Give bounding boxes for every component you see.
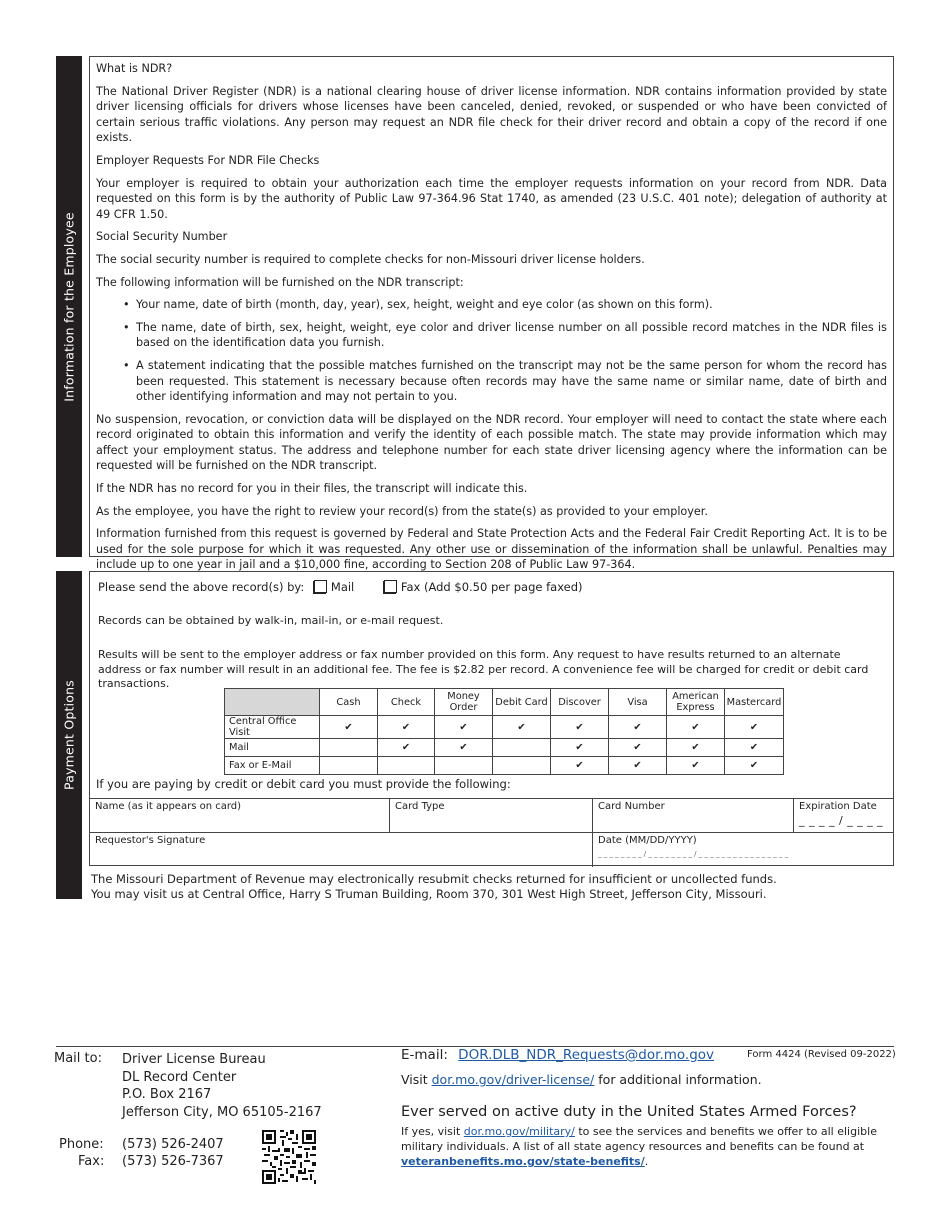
- armed-body: to see the services and benefits we offer to all eligible military individuals. A list of all state agency resources and benefits can be found at: [401, 1125, 877, 1153]
- fax-label: Fax:: [78, 1154, 105, 1169]
- card-info-grid: [90, 798, 893, 867]
- card-number-field[interactable]: [593, 799, 794, 833]
- table-cell: ✔: [667, 716, 725, 739]
- armed-forces-text: [401, 1124, 881, 1169]
- table-row: [225, 757, 784, 775]
- table-cell: [493, 739, 551, 757]
- name-on-card-label: Name (as it appears on card): [95, 801, 242, 812]
- card-type-label: Card Type: [395, 801, 445, 812]
- email-label: E-mail:: [401, 1047, 448, 1063]
- date-label: Date (MM/DD/YYYY): [598, 835, 697, 846]
- col-header: Discover: [551, 689, 609, 716]
- expiration-field[interactable]: [794, 799, 893, 833]
- table-cell: [435, 757, 493, 775]
- info-sidebar: [56, 56, 82, 557]
- table-cell: ✔: [725, 716, 784, 739]
- right-text: As the employee, you have the right to review your record(s) from the state(s) as provided to your employer.: [96, 504, 708, 518]
- payment-options-box: [89, 571, 894, 866]
- driver-license-link[interactable]: dor.mo.gov/driver-license/: [431, 1072, 595, 1087]
- table-cell: ✔: [378, 739, 435, 757]
- col-header: Mastercard: [725, 689, 784, 716]
- armed-forces-heading: Ever served on active duty in the United States Armed Forces?: [401, 1104, 857, 1120]
- table-cell: ✔: [725, 739, 784, 757]
- col-header: American Express: [667, 689, 725, 716]
- mail-checkbox[interactable]: [314, 580, 327, 593]
- table-cell: [378, 757, 435, 775]
- visit-suffix: for additional information.: [598, 1072, 762, 1087]
- governed-text: Information furnished from this request is governed by Federal and State Protection Acts and the Federal Fair Credit Reporting Act. It is to be used for the sole purpose for which it was requested. Any other use or dissemination of the information shall be unlawful. Penalties may include up to one year in jail and a $10,000 fine, according to Section 208 of Public Law 97-364.: [96, 527, 887, 572]
- qr-code-icon: [262, 1130, 316, 1184]
- table-cell: ✔: [609, 716, 667, 739]
- col-header: Check: [378, 689, 435, 716]
- transcript-intro: The following information will be furnished on the NDR transcript:: [96, 275, 464, 289]
- email-row: [401, 1047, 714, 1063]
- list-item: • Your name, date of birth (month, day, year), sex, height, weight and eye color (as shown on this form).: [136, 297, 887, 313]
- period: .: [644, 1155, 649, 1168]
- table-cell: ✔: [493, 716, 551, 739]
- employer-heading: Employer Requests For NDR File Checks: [96, 153, 320, 167]
- address-line: P.O. Box 2167: [122, 1087, 212, 1102]
- ssn-text: The social security number is required to complete checks for non-Missouri driver license holders.: [96, 252, 645, 266]
- what-text: The National Driver Register (NDR) is a national clearing house of driver license information. NDR contains information provided by state driver licensing officials for drivers whose licenses have been canceled, denied, revoked, or suspended or who have been convicted of certain serious traffic violations. Any person may request an NDR file check for their driver record and obtain a copy of the record if one exists.: [96, 84, 887, 145]
- col-header: Money Order: [435, 689, 493, 716]
- mailing-address: [122, 1051, 322, 1121]
- col-header: Debit Card: [493, 689, 551, 716]
- table-row: [225, 739, 784, 757]
- table-cell: ✔: [378, 716, 435, 739]
- date-field[interactable]: [593, 833, 893, 867]
- no-record-text: If the NDR has no record for you in their files, the transcript will indicate this.: [96, 482, 528, 496]
- table-cell: [320, 739, 378, 757]
- military-link[interactable]: dor.mo.gov/military/: [463, 1125, 575, 1138]
- table-cell: ✔: [667, 757, 725, 775]
- veteran-benefits-link[interactable]: veteranbenefits.mo.gov/state-benefits/: [401, 1155, 645, 1168]
- mail-option[interactable]: [314, 580, 354, 594]
- info-sidebar-label: Information for the Employee: [61, 211, 77, 402]
- date-format: _ _ _ _ _ _ _ _ / _ _ _ _ _ _ _ _ / _ _ _ _ _ _ _ _ _ _ _ _ _ _ _ _: [598, 850, 789, 858]
- table-cell: ✔: [609, 739, 667, 757]
- address-line: Jefferson City, MO 65105-2167: [122, 1104, 322, 1120]
- ssn-heading: Social Security Number: [96, 230, 228, 244]
- results-text: Results will be sent to the employer address or fax number provided on this form. Any request to have results returned to an alternate address or fax number will result in an additional fee. The fee is $2.82 per record. A convenience fee will be charged for credit or debit card transactions.: [98, 648, 869, 690]
- table-row: [225, 716, 784, 739]
- list-item: • The name, date of birth, sex, height, weight, eye color and driver license number on all possible record matches in the NDR files is based on the identification data you furnish.: [136, 320, 887, 351]
- fax-number: (573) 526-7367: [122, 1154, 224, 1169]
- table-corner: [225, 689, 320, 716]
- row-label: Mail: [225, 739, 320, 757]
- fax-checkbox[interactable]: [384, 580, 397, 593]
- mail-option-label: Mail: [330, 580, 355, 594]
- payment-table: [224, 688, 784, 775]
- table-cell: ✔: [667, 739, 725, 757]
- card-intro: If you are paying by credit or debit card you must provide the following:: [96, 777, 511, 791]
- table-cell: ✔: [551, 757, 609, 775]
- form-number: Form 4424 (Revised 09-2022): [747, 1049, 896, 1060]
- expiration-label: Expiration Date: [799, 801, 877, 812]
- row-label: Central Office Visit: [225, 716, 320, 739]
- send-by-row: [98, 580, 583, 594]
- phone-number: (573) 526-2407: [122, 1137, 224, 1152]
- fax-option[interactable]: [384, 580, 583, 594]
- no-suspension-text: No suspension, revocation, or conviction data will be displayed on the NDR record. Your employer will need to contact the state where each record originated to obtain this information and verify the identity of each possible match. The state may provide information which may affect your employment status. The address and telephone number for each state driver licensing agency where the information can be requested will be furnished on the NDR transcript.: [96, 412, 887, 473]
- card-number-label: Card Number: [598, 801, 665, 812]
- row-label: Fax or E-Mail: [225, 757, 320, 775]
- what-heading: What is NDR?: [96, 62, 173, 75]
- address-line: DL Record Center: [122, 1069, 237, 1085]
- transcript-list: [96, 297, 887, 405]
- card-type-field[interactable]: [390, 799, 593, 833]
- table-cell: ✔: [435, 739, 493, 757]
- col-header: Cash: [320, 689, 378, 716]
- list-item: • A statement indicating that the possible matches furnished on the transcript may not be the same person for whom the record has been requested. This statement is necessary because often records may have the same name or similar name, date of birth and other identifying information and may not pertain to you.: [136, 358, 887, 405]
- table-cell: ✔: [609, 757, 667, 775]
- expiration-format: _ _ _ _ / _ _ _ _: [799, 814, 884, 827]
- table-cell: ✔: [551, 716, 609, 739]
- employer-text: Your employer is required to obtain your authorization each time the employer requests information on your record from NDR. Data requested on this form is by the authority of Public Law 97-364.96 Stat 1740, as amended (23 U.S.C. 401 note); delegation of authority at 49 CFR 1.50.: [96, 176, 887, 221]
- signature-label: Requestor's Signature: [95, 835, 206, 846]
- fax-option-label: Fax (Add $0.50 per page faxed): [400, 580, 583, 594]
- table-cell: ✔: [435, 716, 493, 739]
- phone-label: Phone:: [59, 1137, 104, 1152]
- mail-to-label: Mail to:: [54, 1051, 102, 1066]
- table-cell: ✔: [725, 757, 784, 775]
- table-cell: [493, 757, 551, 775]
- resubmit-text: The Missouri Department of Revenue may electronically resubmit checks returned for insufficient or uncollected funds.: [91, 872, 777, 886]
- table-cell: ✔: [320, 716, 378, 739]
- signature-field[interactable]: [90, 833, 593, 867]
- visit-row: [401, 1072, 762, 1087]
- email-link[interactable]: DOR.DLB_NDR_Requests@dor.mo.gov: [458, 1047, 715, 1063]
- name-on-card-field[interactable]: [90, 799, 390, 833]
- payment-sidebar: [56, 571, 82, 899]
- send-label: Please send the above record(s) by:: [98, 580, 305, 594]
- table-cell: ✔: [551, 739, 609, 757]
- visit-text: You may visit us at Central Office, Harry S Truman Building, Room 370, 301 West High Street, Jefferson City, Missouri.: [91, 887, 767, 901]
- visit-prefix: Visit: [401, 1072, 428, 1087]
- records-text: Records can be obtained by walk-in, mail-in, or e-mail request.: [98, 614, 444, 627]
- table-cell: [320, 757, 378, 775]
- armed-prefix: If yes, visit: [401, 1125, 461, 1138]
- employee-info-box: [89, 56, 894, 572]
- address-line: Driver License Bureau: [122, 1052, 266, 1067]
- col-header: Visa: [609, 689, 667, 716]
- payment-sidebar-label: Payment Options: [61, 680, 77, 790]
